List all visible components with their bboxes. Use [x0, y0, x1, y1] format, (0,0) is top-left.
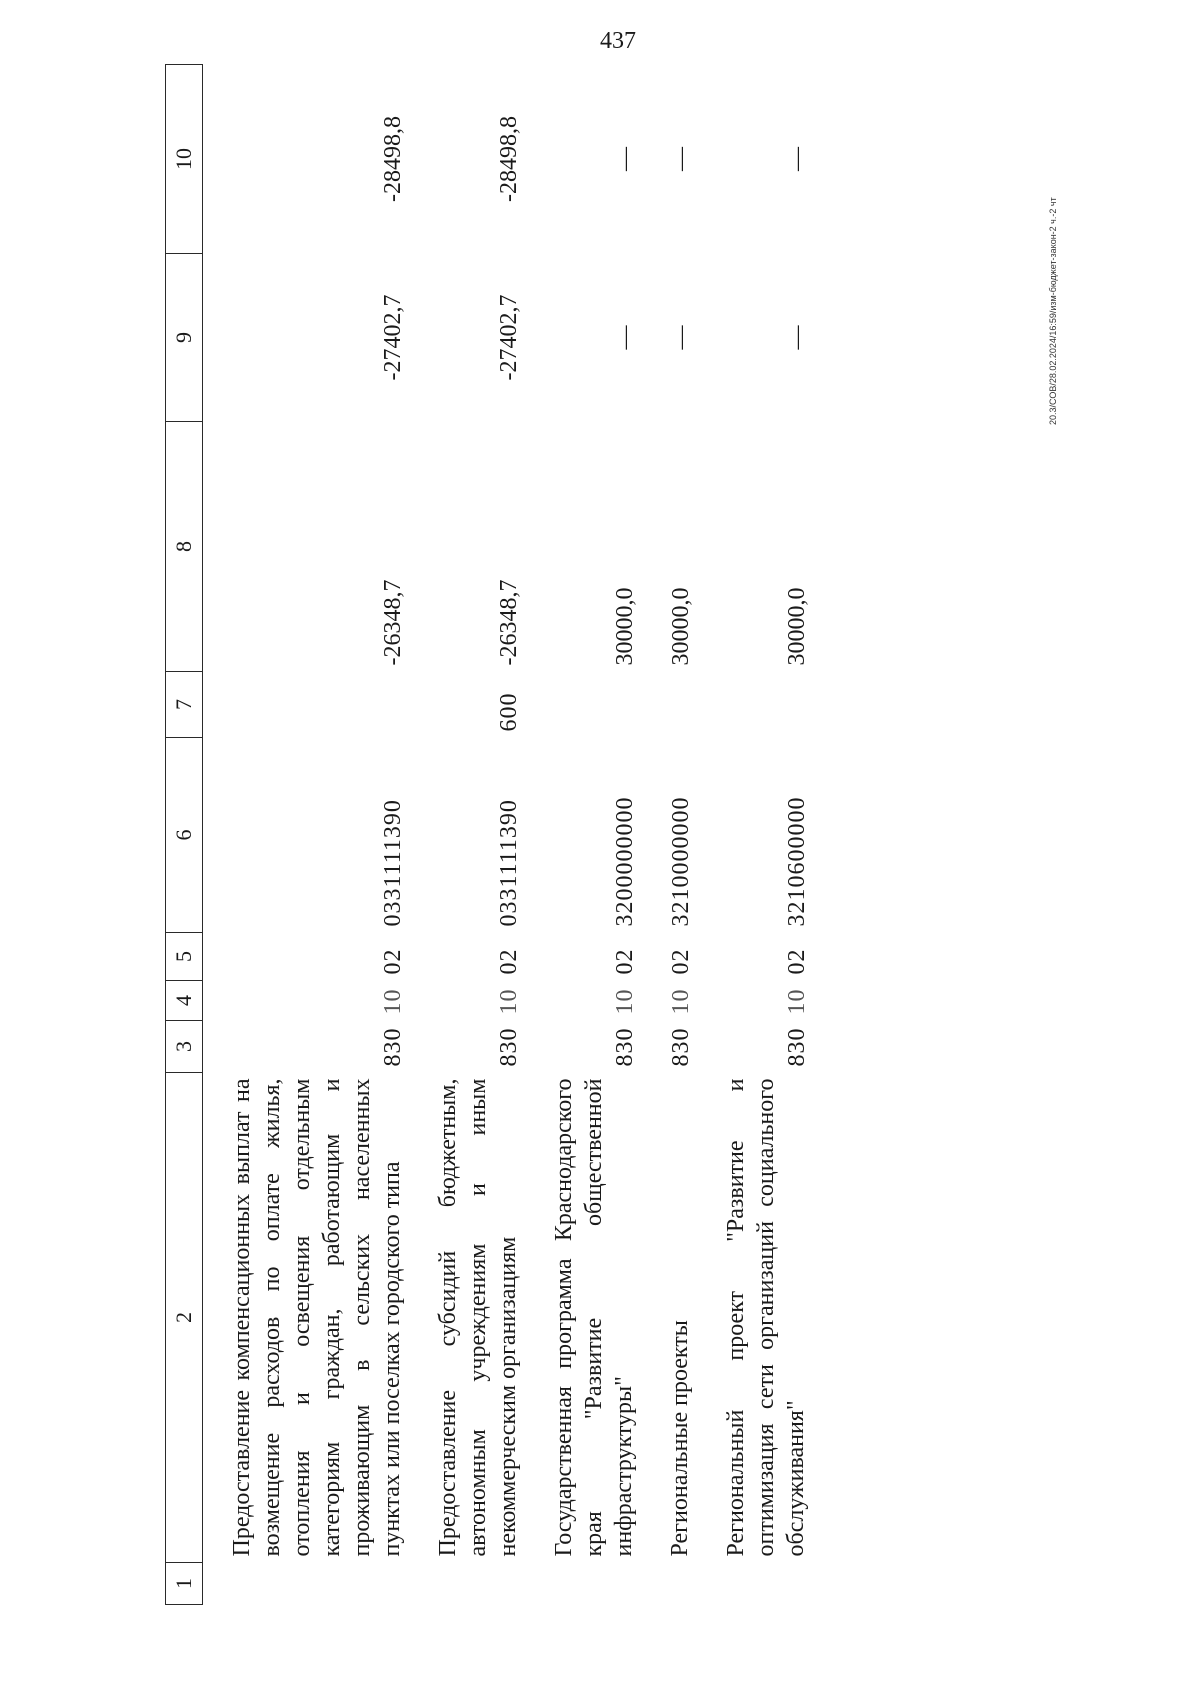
header-col-6: 6 — [166, 738, 203, 933]
cell-amount-year-2: — — [612, 325, 638, 350]
cell-expense-type — [203, 672, 410, 738]
cell-subsection-code: 02 — [380, 948, 406, 975]
cell-ministry-code: 830 — [784, 1027, 810, 1067]
header-col-7: 7 — [166, 672, 203, 738]
header-col-9: 9 — [166, 254, 203, 422]
cell-amount-year-1: 30000,0 — [784, 587, 810, 666]
cell-col-1 — [641, 1563, 697, 1605]
cell-amount-year-1: -26348,7 — [380, 579, 406, 666]
cell-amount-year-3: — — [668, 147, 694, 171]
cell-description: Региональный проект "Развитие и оптимизация сети организаций социального обслуживания" — [723, 1078, 809, 1557]
cell-description: Предоставление субсидий бюджетным, автономным учреждениям и иным некоммерческим организациям — [435, 1078, 521, 1557]
cell-amount-year-2: -27402,7 — [380, 294, 406, 381]
cell-description: Региональные проекты — [667, 1320, 693, 1557]
cell-description: Предоставление компенсационных выплат на возмещение расходов по оплате жилья, отопления и освещения отдельным категориям граждан, работающим и проживающим в сельских населенных пунктах или поселках городского типа — [229, 1078, 405, 1557]
header-col-10: 10 — [166, 65, 203, 254]
table-row — [641, 65, 697, 1605]
table-row — [525, 65, 641, 1605]
cell-subsection-code: 02 — [612, 948, 638, 975]
cell-section-code: 10 — [668, 988, 694, 1015]
cell-target-article: 3210000000 — [668, 796, 694, 927]
header-col-8: 8 — [166, 422, 203, 672]
header-col-5: 5 — [166, 933, 203, 981]
cell-expense-type — [525, 672, 641, 738]
cell-col-1 — [697, 1563, 813, 1605]
cell-col-1 — [203, 1563, 410, 1605]
cell-section-code: 10 — [380, 988, 406, 1015]
cell-target-article: 0331111390 — [380, 799, 406, 927]
cell-expense-type — [697, 672, 813, 738]
cell-subsection-code: 02 — [784, 948, 810, 975]
header-col-4: 4 — [166, 981, 203, 1021]
cell-description: Государственная программа Краснодарского края "Развитие общественной инфраструктуры" — [551, 1078, 637, 1557]
cell-amount-year-1: 30000,0 — [668, 587, 694, 666]
cell-amount-year-3: — — [784, 147, 810, 171]
table-row — [409, 65, 525, 1605]
header-col-2: 2 — [166, 1073, 203, 1563]
cell-ministry-code: 830 — [496, 1027, 522, 1067]
cell-section-code: 10 — [496, 988, 522, 1015]
header-col-3: 3 — [166, 1021, 203, 1073]
cell-section-code: 10 — [612, 988, 638, 1015]
cell-amount-year-3: -28498,8 — [380, 116, 406, 202]
page-number: 437 — [600, 28, 636, 54]
cell-amount-year-1: -26348,7 — [496, 579, 522, 666]
cell-expense-type — [641, 672, 697, 738]
cell-target-article: 0331111390 — [496, 799, 522, 927]
cell-amount-year-1: 30000,0 — [612, 587, 638, 666]
cell-amount-year-2: — — [668, 325, 694, 350]
cell-col-1 — [409, 1563, 525, 1605]
document-footer-code: 20.3/СОВ/28.02.2024/16:59/изм-бюджет-закон-2 ч.-2 чт — [1048, 197, 1058, 425]
cell-ministry-code: 830 — [668, 1027, 694, 1067]
cell-ministry-code: 830 — [612, 1027, 638, 1067]
cell-section-code: 10 — [784, 988, 810, 1015]
table-container — [165, 30, 1065, 1620]
cell-target-article: 3210600000 — [784, 796, 810, 927]
table-row — [203, 65, 410, 1605]
budget-table — [165, 64, 813, 1605]
table-header-row — [166, 65, 203, 1605]
cell-subsection-code: 02 — [496, 948, 522, 975]
cell-target-article: 3200000000 — [612, 796, 638, 927]
cell-amount-year-3: -28498,8 — [496, 116, 522, 202]
header-col-1: 1 — [166, 1563, 203, 1605]
cell-subsection-code: 02 — [668, 948, 694, 975]
cell-amount-year-3: — — [612, 147, 638, 171]
cell-amount-year-2: -27402,7 — [496, 294, 522, 381]
cell-amount-year-2: — — [784, 325, 810, 350]
cell-col-1 — [525, 1563, 641, 1605]
cell-expense-type: 600 — [496, 692, 522, 732]
cell-ministry-code: 830 — [380, 1027, 406, 1067]
table-row — [697, 65, 813, 1605]
